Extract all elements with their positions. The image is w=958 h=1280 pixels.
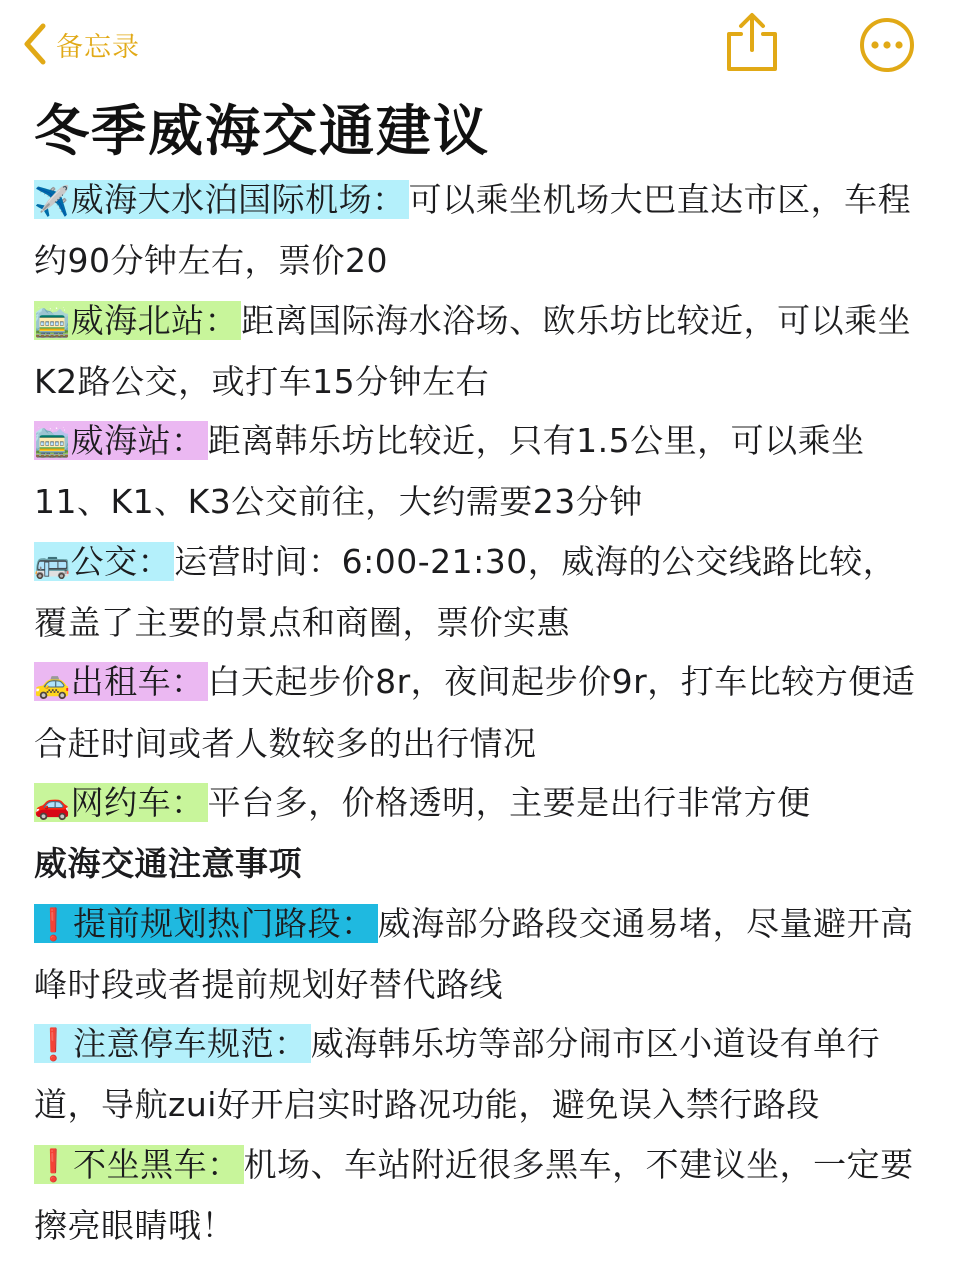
- section-text: 白天起步价8r，夜间起步价9r，打车比较方便适合赶时间或者人数较多的出行情况: [34, 662, 916, 763]
- note-body[interactable]: [34, 170, 924, 1255]
- note-plan-routes: [34, 894, 924, 1015]
- note-label: 注意停车规范：: [73, 1024, 308, 1064]
- note-text: 机场、车站附近很多黑车，不建议坐，一定要擦亮眼睛哦！: [34, 1144, 914, 1246]
- note-label-highlight: [34, 1024, 311, 1063]
- section-weihai-north-station: [34, 291, 924, 412]
- section-taxi: [34, 652, 924, 773]
- chevron-left-icon: [22, 22, 48, 66]
- section-label-highlight: [34, 180, 409, 219]
- section-label: 网约车：: [70, 782, 205, 822]
- exclamation-icon: ❗: [34, 906, 74, 943]
- mountain-railway-icon: 🚞: [34, 425, 71, 460]
- section-label-highlight: [34, 421, 208, 460]
- note-no-illegal-taxi: [34, 1135, 924, 1256]
- airplane-icon: ✈️: [34, 184, 71, 218]
- section-label: 公交：: [70, 541, 172, 581]
- navigation-bar: [0, 0, 958, 95]
- section-label: 威海站：: [70, 421, 205, 461]
- note-text: 威海韩乐坊等部分闹市区小道设有单行道，导航zui好开启实时路况功能，避免误入禁行路段: [34, 1024, 881, 1125]
- taxi-icon: 🚕: [34, 666, 71, 701]
- section-text: 运营时间：6:00-21:30，威海的公交线路比较，覆盖了主要的景点和商圈，票价实惠: [34, 541, 897, 643]
- note-label: 不坐黑车：: [73, 1144, 241, 1184]
- section-label: 出租车：: [70, 662, 205, 702]
- section-label-highlight: [34, 783, 208, 822]
- section-text: 平台多，价格透明，主要是出行非常方便: [207, 782, 811, 822]
- section-airport: [34, 170, 924, 291]
- note-title: 冬季威海交通建议: [34, 99, 491, 163]
- bus-icon: 🚌: [34, 545, 71, 580]
- section-bus: [34, 532, 924, 653]
- note-parking-rules: [34, 1014, 924, 1135]
- section-label-highlight: [34, 662, 208, 701]
- section-text: 距离韩乐坊比较近，只有1.5公里，可以乘坐11、K1、K3公交前往，大约需要23分钟: [34, 421, 865, 522]
- exclamation-icon: ❗: [34, 1027, 74, 1064]
- share-icon[interactable]: [726, 12, 778, 72]
- section-weihai-station: [34, 411, 924, 532]
- notes-heading: 威海交通注意事项: [34, 844, 302, 884]
- section-label: 威海北站：: [70, 300, 239, 340]
- note-label-highlight: [34, 1145, 244, 1184]
- mountain-railway-icon: 🚞: [34, 304, 71, 339]
- note-label-highlight: [34, 904, 378, 943]
- more-options-icon[interactable]: [858, 16, 916, 74]
- back-label: 备忘录: [56, 31, 140, 63]
- note-text: 威海部分路段交通易堵，尽量避开高峰时段或者提前规划好替代路线: [34, 903, 914, 1004]
- section-text: 可以乘坐机场大巴直达市区，车程约90分钟左右，票价20: [34, 180, 912, 281]
- section-label-highlight: [34, 542, 174, 581]
- section-label-highlight: [34, 301, 241, 340]
- back-button[interactable]: [22, 22, 140, 66]
- section-ride-hailing: [34, 773, 924, 834]
- note-label: 提前规划热门路段：: [73, 903, 375, 943]
- car-icon: 🚗: [34, 786, 71, 821]
- exclamation-icon: ❗: [34, 1147, 74, 1184]
- section-label: 威海大水泊国际机场：: [70, 180, 406, 219]
- section-text: 距离国际海水浴场、欧乐坊比较近，可以乘坐K2路公交，或打车15分钟左右: [34, 300, 912, 401]
